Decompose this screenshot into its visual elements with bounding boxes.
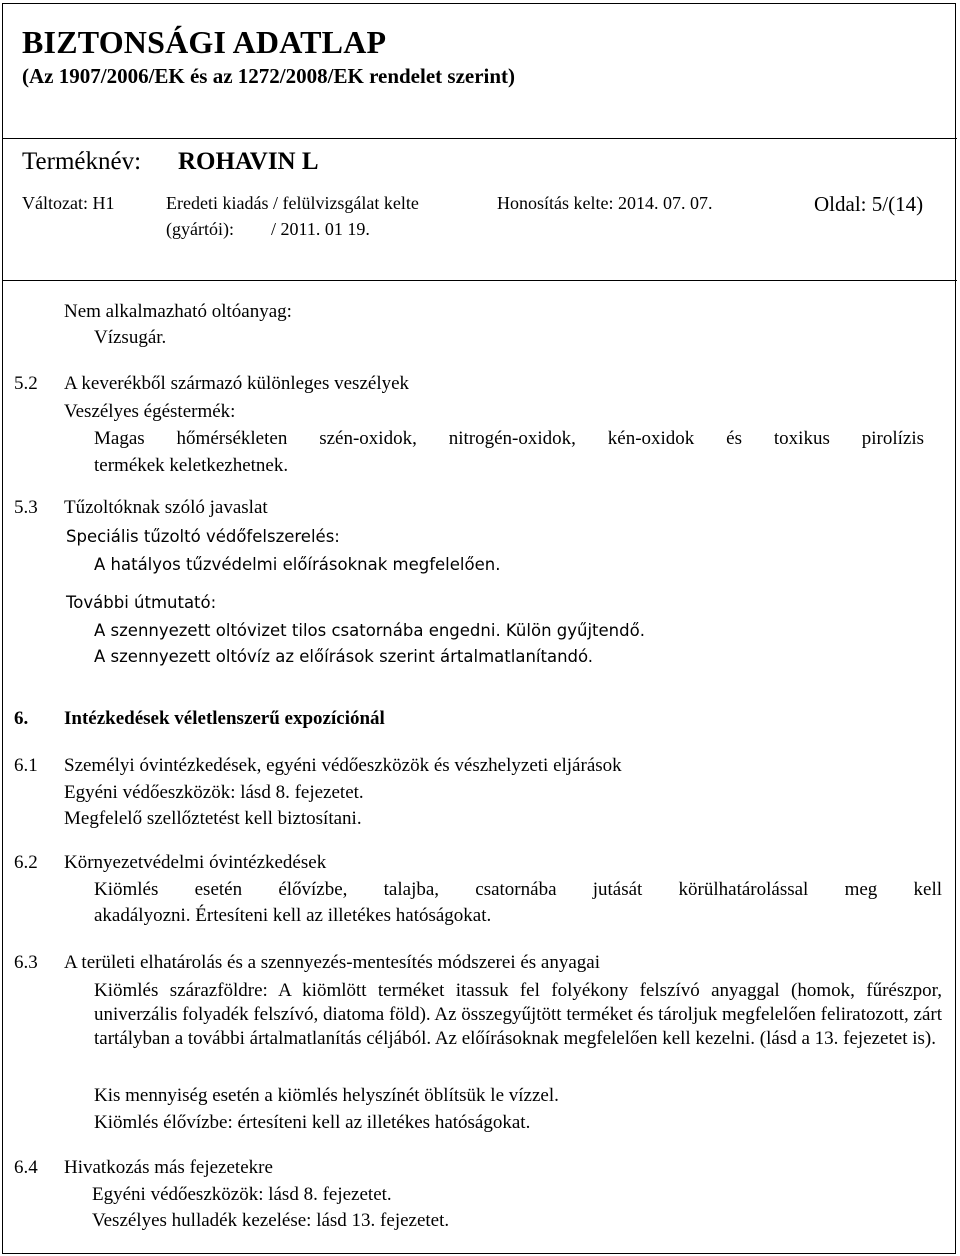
issue-date: / 2011. 01 19. (271, 219, 370, 239)
header-bottom-divider (2, 280, 957, 281)
section-5-3-sub2: További útmutató: (66, 593, 217, 612)
section-5-2-sub: Veszélyes égéstermék: (64, 401, 236, 422)
page-number: Oldal: 5/(14) (814, 192, 924, 216)
document-title: BIZTONSÁGI ADATLAP (22, 24, 387, 60)
section-6-number: 6. (14, 708, 29, 729)
section-6-3-paragraph: Kiömlés szárazföldre: A kiömlött terméket itassuk fel folyékony felszívó anyaggal (homok, fűrészpor, univerzális folyadék felszívó, diatoma föld). Az összegyűjtött terméket és tároljuk megfelelően feliratozott, zárt tartályban a további ártalmatlanítás céljából. Az előírásoknak megfelelően kell kezelni. (lásd a 13. fejezetet is). (94, 980, 942, 1050)
header-divider (2, 138, 957, 139)
section-5-3-heading: Tűzoltóknak szóló javaslat (64, 497, 268, 518)
section-6-2-number: 6.2 (14, 852, 38, 873)
section-5-2-number: 5.2 (14, 373, 38, 394)
version: Változat: H1 (22, 193, 115, 213)
section-6-1-line2: Megfelelő szellőztetést kell biztosítani. (64, 808, 362, 829)
section-6-2-heading: Környezetvédelmi óvintézkedések (64, 852, 327, 873)
section-6-3-small-spill: Kis mennyiség esetén a kiömlés helyszínét öblítsük le vízzel. (94, 1085, 559, 1106)
document-subtitle: (Az 1907/2006/EK és az 1272/2008/EK rendelet szerint) (22, 64, 516, 88)
section-6-1-line1: Egyéni védőeszközök: lásd 8. fejezetet. (64, 782, 364, 803)
issue-label: Eredeti kiadás / felülvizsgálat kelte (166, 193, 419, 213)
section-6-3-number: 6.3 (14, 952, 38, 973)
section-6-4-number: 6.4 (14, 1157, 38, 1178)
section-6-2-line2: akadályozni. Értesíteni kell az illetékes hatóságokat. (94, 905, 492, 926)
section-5-3-text2: A szennyezett oltóvizet tilos csatornába engedni. Külön gyűjtendő. (94, 621, 645, 640)
unsuitable-media-value: Vízsugár. (94, 327, 167, 348)
section-5-3-text3: A szennyezett oltóvíz az előírások szerint ártalmatlanítandó. (94, 647, 594, 666)
section-6-4-line2: Veszélyes hulladék kezelése: lásd 13. fejezetet. (92, 1210, 450, 1231)
section-6-2-line1: Kiömlés esetén élővízbe, talajba, csatornába jutását körülhatárolással meg kell (94, 879, 942, 900)
unsuitable-media-label: Nem alkalmazható oltóanyag: (64, 301, 292, 322)
section-5-2-line2: termékek keletkezhetnek. (94, 455, 289, 476)
section-6-4-heading: Hivatkozás más fejezetekre (64, 1157, 273, 1178)
section-6-3-heading: A területi elhatárolás és a szennyezés-mentesítés módszerei és anyagai (64, 952, 600, 973)
section-5-2-heading: A keverékből származó különleges veszélyek (64, 373, 410, 394)
section-5-2-line1: Magas hőmérsékleten szén-oxidok, nitrogén-oxidok, kén-oxidok és toxikus pirolízis (94, 428, 924, 449)
product-name: ROHAVIN L (178, 148, 319, 175)
section-6-4-line1: Egyéni védőeszközök: lásd 8. fejezetet. (92, 1184, 392, 1205)
issue-label-2: (gyártói): (166, 219, 234, 239)
section-5-3-sub1: Speciális tűzoltó védőfelszerelés: (66, 527, 340, 546)
section-6-1-number: 6.1 (14, 755, 38, 776)
section-6-3-water-spill: Kiömlés élővízbe: értesíteni kell az illetékes hatóságokat. (94, 1112, 531, 1133)
section-5-3-number: 5.3 (14, 497, 38, 518)
section-6-heading: Intézkedések véletlenszerű expozíciónál (64, 708, 385, 729)
section-5-3-text1: A hatályos tűzvédelmi előírásoknak megfelelően. (94, 555, 501, 574)
section-6-1-heading: Személyi óvintézkedések, egyéni védőeszközök és vészhelyzeti eljárások (64, 755, 622, 776)
product-label: Terméknév: (22, 148, 142, 175)
localization-date: Honosítás kelte: 2014. 07. 07. (497, 193, 713, 213)
